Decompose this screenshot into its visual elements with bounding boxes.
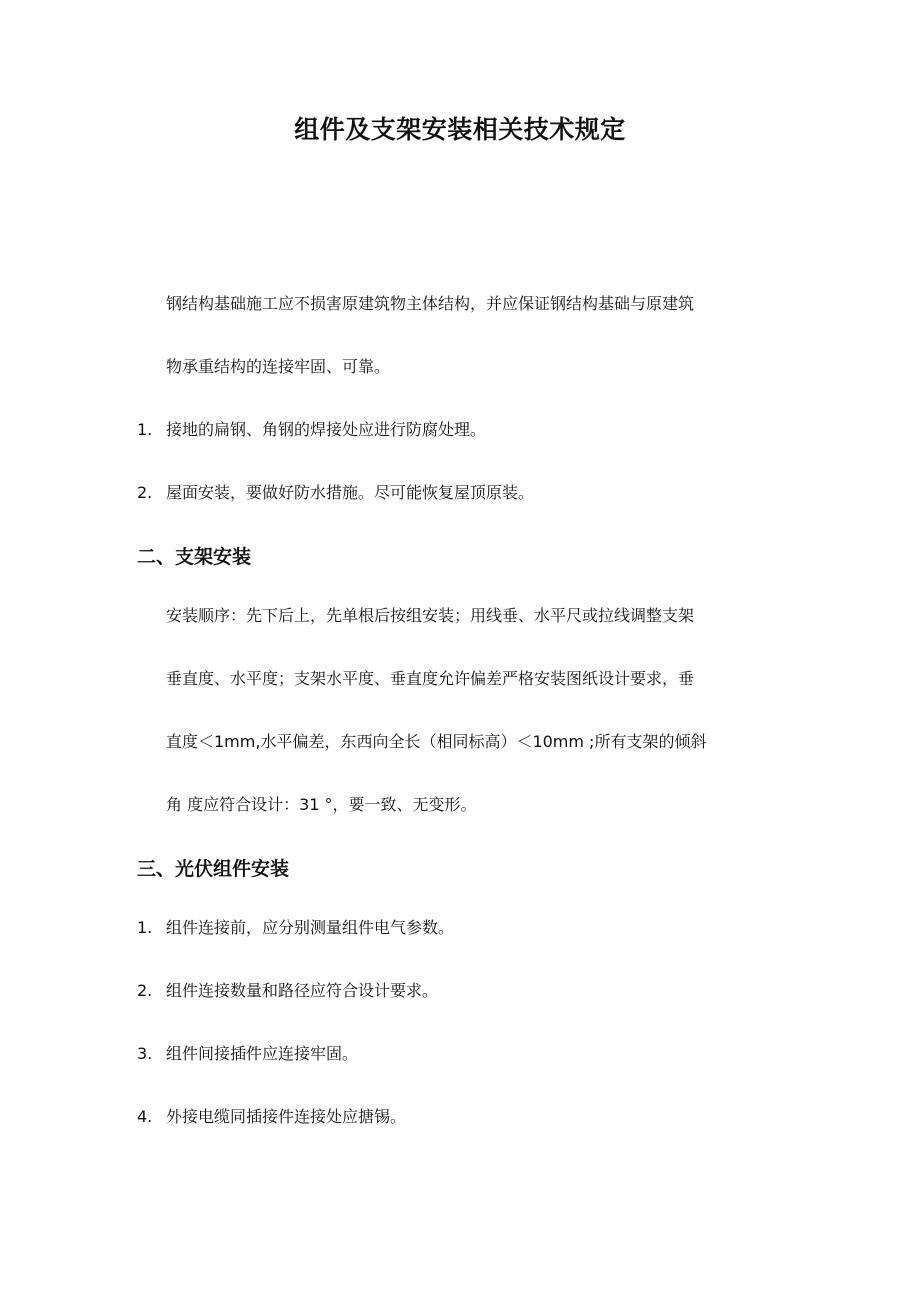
section2-paragraph-line-1: 安装顺序：先下后上，先单根后按组安装；用线垂、水平尺或拉线调整支架 <box>166 606 695 625</box>
section3-heading: 三、光伏组件安装 <box>137 858 290 880</box>
list-item-number: 2. <box>137 981 153 1000</box>
section2-paragraph-line-4: 角 度应符合设计：31 °，要一致、无变形。 <box>166 795 477 814</box>
section2-heading: 二、支架安装 <box>137 546 252 568</box>
list-item-text: 组件间接插件应连接牢固。 <box>166 1044 359 1063</box>
list-item-text: 外接电缆同插接件连接处应搪锡。 <box>166 1107 407 1126</box>
list-item-number: 1. <box>137 420 153 439</box>
intro-paragraph-line-1: 钢结构基础施工应不损害原建筑物主体结构，并应保证钢结构基础与原建筑 <box>166 294 695 313</box>
list-item-number: 4. <box>137 1107 153 1126</box>
list-item-text: 组件连接前，应分别测量组件电气参数。 <box>166 918 455 937</box>
page-title: 组件及支架安装相关技术规定 <box>294 115 626 144</box>
section2-paragraph-line-3: 直度＜1mm,水平偏差，东西向全长（相同标高）＜10mm ;所有支架的倾斜 <box>166 732 707 751</box>
list-item-number: 1. <box>137 918 153 937</box>
list-item-text: 屋面安装，要做好防水措施。尽可能恢复屋顶原装。 <box>166 483 535 502</box>
list-item-text: 接地的扁钢、角钢的焊接处应进行防腐处理。 <box>166 420 487 439</box>
list-item-text: 组件连接数量和路径应符合设计要求。 <box>166 981 439 1000</box>
list-item-number: 2. <box>137 483 153 502</box>
intro-paragraph-line-2: 物承重结构的连接牢固、可靠。 <box>166 357 391 376</box>
list-item-number: 3. <box>137 1044 153 1063</box>
section2-paragraph-line-2: 垂直度、水平度；支架水平度、垂直度允许偏差严格安装图纸设计要求，垂 <box>166 669 695 688</box>
